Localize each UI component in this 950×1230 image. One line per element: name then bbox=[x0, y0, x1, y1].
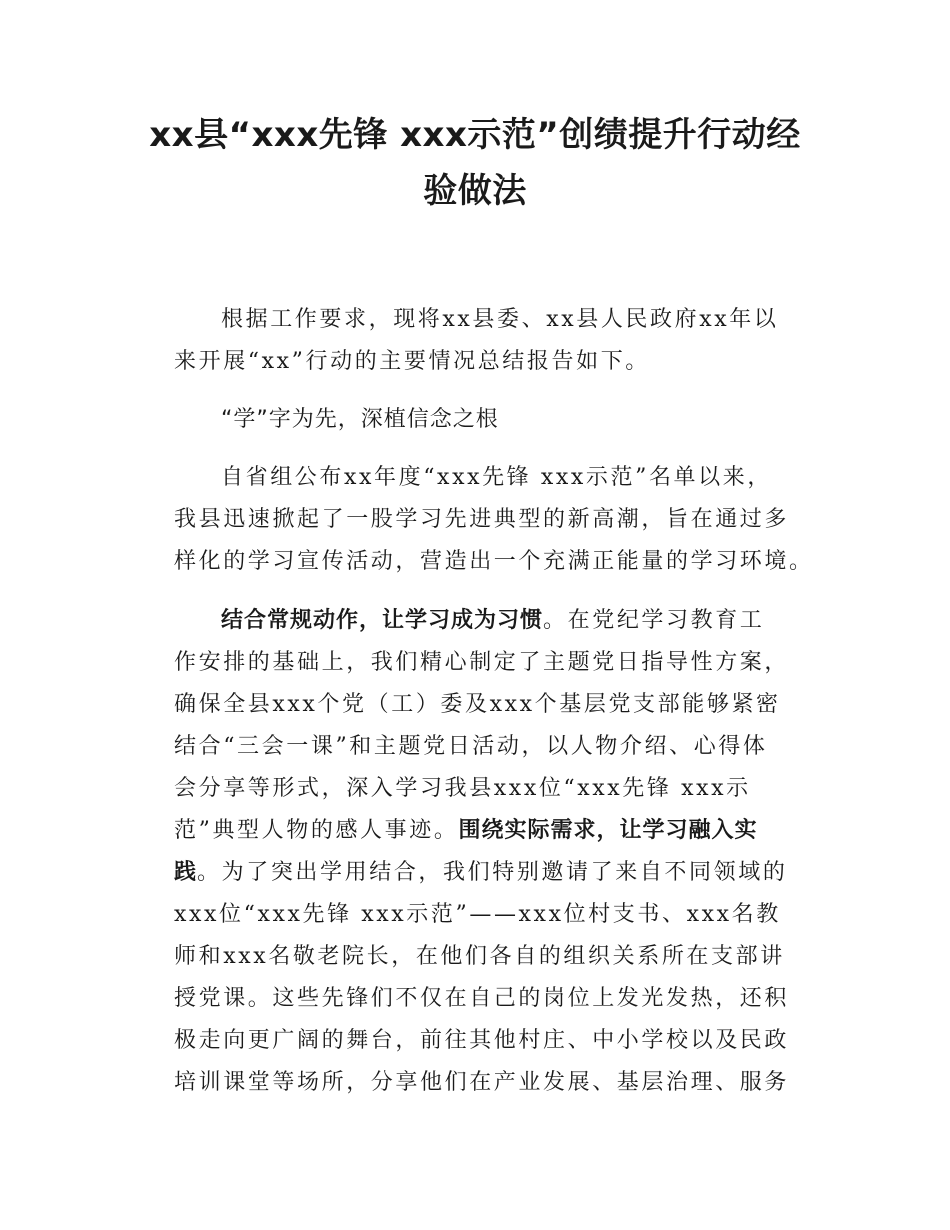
document-title-line-2: 验做法 bbox=[423, 171, 527, 211]
para2-line-1 bbox=[221, 609, 861, 633]
para2-line-10: 授党课。这些先锋们不仅在自己的岗位上发光发热，还积 bbox=[174, 986, 790, 1011]
para1-line-1: 自省组公布xx年度“xxx先锋 xxx示范”名单以来， bbox=[221, 465, 772, 490]
para2-line-1-rest: 。在党纪学习教育工 bbox=[543, 608, 765, 633]
para2-line-6-start: 范”典型人物的感人事迹。 bbox=[174, 818, 459, 843]
para2-line-11: 极走向更广阔的舞台，前往其他村庄、中小学校以及民政 bbox=[174, 1028, 790, 1053]
intro-line-2: 来开展“xx”行动的主要情况总结报告如下。 bbox=[174, 349, 650, 374]
intro-line-1: 根据工作要求，现将xx县委、xx县人民政府xx年以 bbox=[221, 307, 779, 332]
para2-line-12: 培训课堂等场所，分享他们在产业发展、基层治理、服务 bbox=[174, 1070, 790, 1095]
para2-line-5: 会分享等形式，深入学习我县xxx位“xxx先锋 xxx示 bbox=[174, 776, 751, 801]
para1-line-3: 样化的学习宣传活动，营造出一个充满正能量的学习环境。 bbox=[174, 549, 814, 574]
document-title-line-1: xx县“xxx先锋 xxx示范”创绩提升行动经 bbox=[149, 115, 801, 155]
para2-line-6 bbox=[174, 819, 814, 843]
para2-bold-lead: 结合常规动作，让学习成为习惯 bbox=[221, 608, 544, 633]
para2-line-2: 作安排的基础上，我们精心制定了主题党日指导性方案， bbox=[174, 650, 790, 675]
para2-line-7 bbox=[174, 861, 814, 885]
section-heading: “学”字为先，深植信念之根 bbox=[221, 407, 499, 432]
para2-line-9: 师和xxx名敬老院长，在他们各自的组织关系所在支部讲 bbox=[174, 944, 785, 969]
para2-line-8: xxx位“xxx先锋 xxx示范”——xxx位村支书、xxx名教 bbox=[174, 902, 781, 927]
para2-line-7-rest: 。为了突出学用结合，我们特别邀请了来自不同领域的 bbox=[197, 860, 788, 885]
para2-line-3: 确保全县xxx个党（工）委及xxx个基层党支部能够紧密 bbox=[174, 692, 781, 717]
para2-line-4: 结合“三会一课”和主题党日活动，以人物介绍、心得体 bbox=[174, 734, 768, 759]
para1-line-2: 我县迅速掀起了一股学习先进典型的新高潮，旨在通过多 bbox=[174, 507, 790, 532]
para2-bold-lead-2-part-1: 围绕实际需求，让学习融入实 bbox=[458, 818, 758, 843]
para2-bold-lead-2-part-2: 践 bbox=[174, 860, 198, 885]
